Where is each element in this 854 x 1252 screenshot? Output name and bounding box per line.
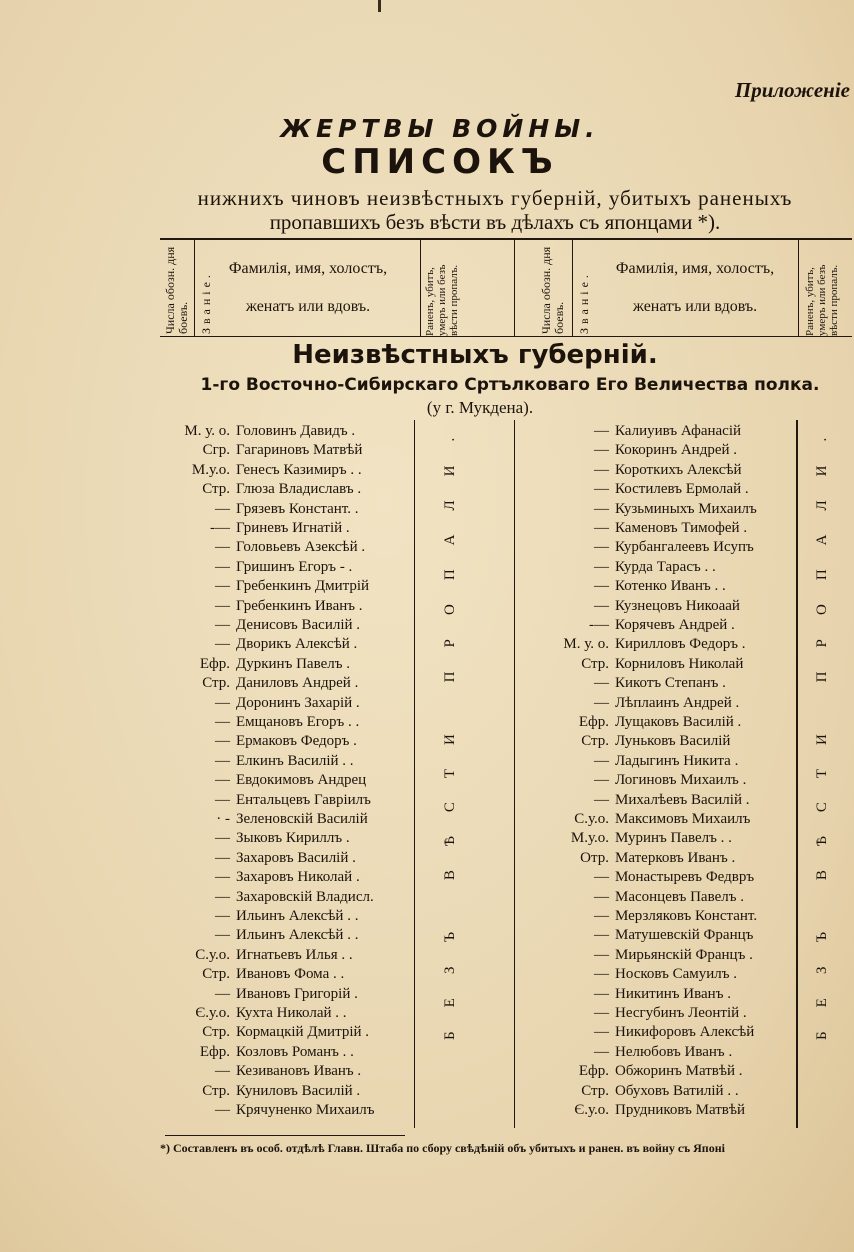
entry-rank: Ефр. (578, 714, 609, 730)
entry-rank: — (215, 869, 230, 886)
entry-name: Корячевъ Андрей . (615, 617, 735, 633)
entry-rank: — (215, 539, 230, 556)
entry-name: Козловъ Романъ . . (236, 1043, 354, 1060)
right-entry-row (0, 1042, 854, 1062)
entry-rank: · - (216, 811, 230, 827)
table-header-rule (160, 336, 852, 337)
entry-name: Максимовъ Михаилъ (615, 811, 751, 827)
entry-name: Никифоровъ Алексѣй (615, 1024, 755, 1041)
right-entry-row (0, 576, 854, 596)
entry-rank: М. у. о. (563, 636, 609, 653)
subtitle-line-2: пропавшихъ безъ вѣсти въ дѣлахъ съ японцами *). (269, 210, 721, 234)
entry-rank: М.у.о. (570, 830, 609, 847)
right-entry-row (0, 848, 854, 868)
regiment-title: 1-го Восточно-Сибирскаго Сртълковаго Его Величества полка. (200, 375, 820, 395)
entry-name: Гришинъ Егоръ - . (236, 558, 353, 575)
entry-rank: М.у.о. (191, 461, 230, 478)
entry-rank: — (215, 791, 230, 808)
entry-name: Калиуивъ Афанасій (615, 423, 742, 439)
right-status-missing: БЕЗЪ ВѢСТИ ПРОПАЛИ. (814, 413, 830, 1040)
entry-rank: -— (589, 617, 609, 633)
entry-rank: — (594, 578, 609, 595)
entry-name: Гребенкинъ Иванъ . (236, 597, 363, 614)
entry-name: Евдокимовъ Андрец (236, 772, 367, 789)
right-entry-row (0, 867, 854, 887)
entry-name: Захаровъ Николай . (236, 869, 360, 886)
entry-name: Гребенкинъ Дмитрій (236, 578, 370, 595)
entry-name: Муринъ Павелъ . . (615, 830, 732, 847)
right-entry-row (0, 654, 854, 674)
right-entry-row (0, 537, 854, 557)
entry-name: Елкинъ Василій . . (236, 752, 354, 769)
battle-place: (у г. Мукдена). (426, 398, 534, 417)
right-entry-row (0, 440, 854, 460)
right-entry-row (0, 615, 854, 635)
entry-rank: — (594, 888, 609, 905)
right-entry-row (0, 925, 854, 945)
entry-rank: — (594, 539, 609, 556)
entry-rank: Стр. (202, 966, 230, 983)
entry-name: Дуркинъ Павелъ . (236, 655, 350, 672)
right-entry-row (0, 906, 854, 926)
right-entry-row (0, 712, 854, 732)
right-entry-row (0, 945, 854, 965)
entry-rank: — (215, 849, 230, 866)
right-entry-row (0, 596, 854, 616)
right-entry-row (0, 673, 854, 693)
entry-name: Матерковъ Иванъ . (615, 849, 736, 866)
entry-rank: — (594, 869, 609, 886)
subtitle-line-1: нижнихъ чиновъ неизвѣстныхъ губерній, убитыхъ раненыхъ (197, 186, 793, 210)
section-title: Неизвѣстныхъ губерній. (292, 340, 658, 370)
entry-rank: Є.у.о. (195, 1005, 230, 1021)
right-entry-row (0, 984, 854, 1004)
entry-rank: — (215, 500, 230, 517)
entry-rank: — (594, 752, 609, 769)
entry-rank: — (215, 985, 230, 1002)
entry-name: Грязевъ Констант. . (236, 500, 359, 517)
right-entry-row (0, 751, 854, 771)
title-list: СПИСОКЪ (321, 142, 559, 182)
right-entry-row (0, 828, 854, 848)
footnote: *) Составленъ въ особ. отдѣлѣ Главн. Штаба по сбору свѣдѣній объ убитыхъ и ранен. въ войну съ Японі (160, 1141, 725, 1155)
entry-name: Курда Тарасъ . . (615, 558, 716, 575)
entry-name: Монастыревъ Федвръ (615, 869, 755, 886)
right-rank-col-header: Званіе. (577, 271, 591, 334)
entry-name: Глюза Владиславъ . (236, 481, 362, 498)
entry-name: Лущаковъ Василій . (615, 714, 742, 730)
entry-rank: — (215, 636, 230, 653)
header-divider (514, 240, 515, 336)
table-top-rule (160, 238, 852, 240)
entry-rank: — (594, 772, 609, 789)
left-rank-col-header: Званіе. (199, 271, 213, 334)
entry-rank: — (594, 1024, 609, 1041)
entry-name: Доронинъ Захарій . (236, 694, 360, 711)
left-status-missing: БЕЗЪ ВѢСТИ ПРОПАЛИ. (442, 413, 458, 1040)
right-entry-row (0, 964, 854, 984)
right-entry-row (0, 499, 854, 519)
entry-name: Котенко Иванъ . . (615, 578, 726, 595)
entry-rank: — (594, 558, 609, 575)
entry-rank: — (594, 791, 609, 808)
left-date-col-header: Числа обозн. дня боевъ. (163, 246, 190, 334)
entry-rank: — (594, 946, 609, 963)
entry-name: Костилевъ Ермолай . (615, 481, 749, 498)
entry-rank: Стр. (581, 655, 609, 672)
entry-name: Кормацкій Дмитрій . (236, 1024, 370, 1041)
entry-name: Кирилловъ Федоръ . (615, 636, 746, 653)
entry-rank: Стр. (202, 481, 230, 498)
entry-name: Захаровскій Владисл. (236, 888, 374, 905)
entry-name: Никитинъ Иванъ . (615, 985, 731, 1002)
entry-rank: Ефр. (199, 655, 230, 672)
entry-name: Логиновъ Михаилъ . (615, 772, 747, 789)
right-entry-row (0, 887, 854, 907)
entry-rank: — (594, 597, 609, 614)
entry-rank: — (215, 1063, 230, 1080)
entry-name: Мирьянскій Францъ . (615, 946, 753, 963)
entry-name: Ивановъ Григорій . (236, 985, 358, 1002)
entry-rank: Стр. (581, 733, 609, 750)
entry-name: Обжоринъ Матвѣй . (615, 1063, 743, 1080)
entry-rank: — (215, 1102, 230, 1118)
right-entry-row (0, 809, 854, 829)
entry-rank: — (594, 1005, 609, 1021)
entry-name: Матушевскій Францъ (615, 927, 754, 944)
entry-name: Ладыгинъ Никита . (615, 752, 739, 769)
entry-name: Емщановъ Егоръ . . (236, 714, 360, 730)
entry-rank: С.у.о. (195, 946, 230, 963)
entry-name: Кузнецовъ Никоаай (615, 597, 740, 614)
entry-rank: Стр. (202, 1024, 230, 1041)
entry-rank: — (594, 481, 609, 498)
entry-name: Обуховъ Ватилій . . (615, 1082, 739, 1099)
right-entry-row (0, 479, 854, 499)
entry-name: Ентальцевъ Гавріилъ (236, 791, 371, 808)
entry-name: Кезивановъ Иванъ . (236, 1063, 362, 1080)
entry-name: Денисовъ Василій . (236, 617, 361, 633)
right-name-col-header-2: женатъ или вдовъ. (632, 298, 758, 315)
header-divider (798, 240, 799, 336)
entry-rank: — (215, 772, 230, 789)
entry-rank: — (594, 442, 609, 459)
right-entry-row (0, 421, 854, 441)
entry-name: Кузьминыхъ Михаилъ (615, 500, 757, 517)
entry-rank: Стр. (202, 1082, 230, 1099)
entry-rank: — (215, 888, 230, 905)
entry-name: Генесъ Казимиръ . . (236, 461, 362, 478)
entry-rank: Ефр. (199, 1043, 230, 1060)
header-divider (572, 240, 573, 336)
entry-name: Носковъ Самуилъ . (615, 966, 738, 983)
entry-rank: Сгр. (202, 442, 230, 459)
entry-rank: М. у. о. (184, 423, 230, 439)
entry-rank: — (215, 558, 230, 575)
entry-name: Короткихъ Алексѣй (615, 461, 742, 478)
entry-name: Захаровъ Василій . (236, 849, 356, 866)
appendix-label: Приложеніе (734, 78, 850, 102)
right-name-col-header-1: Фамилія, имя, холостъ, (615, 260, 775, 277)
entry-name: Головьевъ Азексѣй . (236, 539, 366, 556)
entry-rank: — (594, 675, 609, 692)
entry-rank: — (215, 617, 230, 633)
right-entry-row (0, 1100, 854, 1120)
entry-rank: — (215, 578, 230, 595)
entry-rank: — (215, 752, 230, 769)
entry-name: Игнатьевъ Илья . . (236, 946, 353, 963)
entry-name: Ильинъ Алексѣй . . (236, 927, 359, 944)
header-divider (420, 240, 421, 336)
entry-name: Гагариновъ Матвѣй (236, 442, 363, 459)
binding-mark (378, 0, 381, 12)
entry-rank: — (594, 908, 609, 924)
entry-name: Ивановъ Фома . . (236, 966, 345, 983)
entry-rank: — (215, 830, 230, 847)
entry-rank: С.у.о. (574, 811, 609, 827)
entry-rank: Отр. (580, 849, 609, 866)
entry-name: Михалѣевъ Василій . (615, 791, 750, 808)
entry-name: Лѣплаинъ Андрей . (615, 694, 740, 711)
entry-name: Даниловъ Андрей . (236, 675, 359, 692)
entry-rank: — (215, 714, 230, 730)
entry-name: Масонцевъ Павелъ . (615, 888, 744, 905)
entry-name: Прудниковъ Матвѣй (615, 1102, 746, 1118)
right-entry-row (0, 1003, 854, 1023)
left-name-col-header-2: женатъ или вдовъ. (245, 298, 371, 315)
right-entry-row (0, 770, 854, 790)
entry-rank: Ефр. (578, 1063, 609, 1080)
entry-rank: — (215, 927, 230, 944)
right-date-col-header: Числа обозн. дня боевъ. (539, 246, 566, 334)
entry-rank: — (594, 461, 609, 478)
footnote-rule (165, 1135, 405, 1136)
right-entry-row (0, 790, 854, 810)
entry-rank: — (215, 694, 230, 711)
entry-name: Луньковъ Василій (615, 733, 731, 750)
entry-rank: — (594, 985, 609, 1002)
entry-rank: Стр. (202, 675, 230, 692)
right-entry-row (0, 557, 854, 577)
right-entry-row (0, 1022, 854, 1042)
header-divider (194, 240, 195, 336)
entry-rank: — (215, 597, 230, 614)
entry-name: Ильинъ Алексѣй . . (236, 908, 359, 924)
entry-rank: — (594, 520, 609, 536)
right-entry-row (0, 1061, 854, 1081)
entry-rank: -— (210, 520, 230, 536)
right-status-col-header: Раненъ, убитъ, умеръ или безъ вѣсти пропалъ. (804, 264, 840, 336)
entry-name: Нелюбовъ Иванъ . (615, 1043, 733, 1060)
title-war-victims: ЖЕРТВЫ ВОЙНЫ. (280, 114, 600, 143)
entry-rank: — (594, 500, 609, 517)
entry-rank: — (594, 927, 609, 944)
entry-rank: — (215, 733, 230, 750)
left-name-col-header-1: Фамилія, имя, холостъ, (228, 260, 388, 277)
right-entry-row (0, 518, 854, 538)
entry-rank: — (594, 1043, 609, 1060)
entry-name: Зеленовскій Василій (236, 811, 368, 827)
entry-name: Курбангалеевъ Исупъ (615, 539, 754, 556)
right-entry-row (0, 1081, 854, 1101)
right-entry-row (0, 731, 854, 751)
entry-name: Кухта Николай . . (236, 1005, 347, 1021)
entry-rank: — (594, 694, 609, 711)
entry-name: Головинъ Давидъ . (236, 423, 356, 439)
entry-name: Кикотъ Степанъ . (615, 675, 726, 692)
entry-rank: Стр. (581, 1082, 609, 1099)
entry-name: Ермаковъ Федоръ . (236, 733, 357, 750)
entry-name: Зыковъ Кириллъ . (236, 830, 350, 847)
entry-rank: — (594, 423, 609, 439)
right-entry-row (0, 693, 854, 713)
right-entry-row (0, 460, 854, 480)
entry-name: Крячуненко Михаилъ (236, 1102, 375, 1118)
entry-name: Дворикъ Алексѣй . (236, 636, 358, 653)
left-status-col-header: Раненъ, убитъ, умеръ или безъ вѣсти пропалъ. (424, 264, 460, 336)
entry-name: Несгубинъ Леонтій . (615, 1005, 747, 1021)
entry-rank: — (215, 908, 230, 924)
entry-name: Мерзляковъ Констант. (615, 908, 758, 924)
entry-rank: — (594, 966, 609, 983)
entry-name: Куниловъ Василій . (236, 1082, 361, 1099)
entry-name: Кокоринъ Андрей . (615, 442, 738, 459)
entry-name: Каменовъ Тимофей . (615, 520, 748, 536)
entry-name: Гриневъ Игнатій . (236, 520, 350, 536)
entry-name: Корниловъ Николай (615, 655, 744, 672)
entry-rank: Є.у.о. (574, 1102, 609, 1118)
right-entry-row (0, 634, 854, 654)
